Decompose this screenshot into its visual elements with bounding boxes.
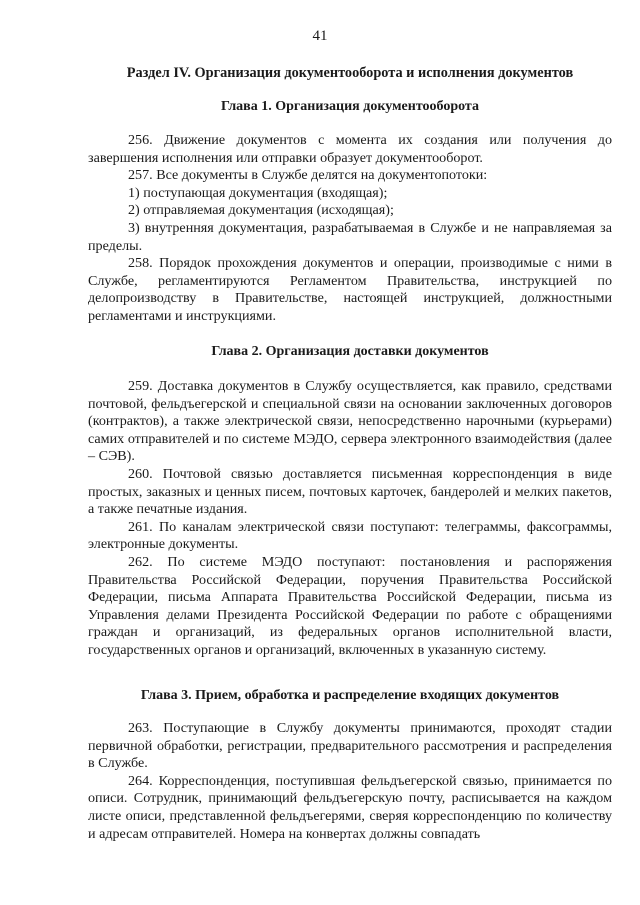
chapter-body	[88, 132, 612, 326]
paragraph: 257. Все документы в Службе делятся на документопотоки:	[128, 167, 488, 184]
list-item: 2) отправляемая документация (исходящая);	[128, 202, 394, 219]
chapter-body	[88, 720, 612, 843]
chapter-title: Глава 2. Организация доставки документов	[211, 344, 489, 359]
paragraph: 256. Движение документов с момента их создания или получения до завершения исполнения или отправки образует документооборот.	[88, 132, 612, 166]
paragraph: 260. Почтовой связью доставляется письменная корреспонденция в виде простых, заказных и ценных писем, почтовых карточек, бандеролей и мелких пакетов, а также печатные издания.	[88, 465, 612, 518]
paragraph: 262. По системе МЭДО поступают: постановления и распоряжения Правительства Российской Федерации, поручения Правительства Российской Федерации, письма Аппарата Правительства Российской Федерации, письма из Управления делами Президента Российской Федерации по работе с обращениями граждан и организаций, из федеральных органов исполнительной власти, государственных органов и организаций, включенных в указанную систему.	[88, 553, 612, 658]
list-item: 1) поступающая документация (входящая);	[128, 184, 388, 201]
list-item: 3) внутренняя документация, разрабатываемая в Службе и не направляемая за пределы.	[88, 219, 612, 254]
chapter-title: Глава 3. Прием, обработка и распределение входящих документов	[140, 688, 560, 703]
paragraph: 258. Порядок прохождения документов и операции, производимые с ними в Службе, регламентируются Регламентом Правительства, инструкцией по делопроизводству в Правительстве, настоящей инструкцией, должностными регламентами и инструкциями.	[88, 255, 612, 324]
paragraph: 264. Корреспонденция, поступившая фельдъегерской связью, принимается по описи. Сотрудник, принимающий фельдъегерскую почту, расписывается на каждом листе описи, представленной фельдъегерями, сверяя корреспонденцию по количеству и адресам отправителей. Номера на конвертах должны совпадать	[88, 772, 612, 842]
section-title: Раздел IV. Организация документооборота и исполнения документов	[126, 65, 574, 81]
paragraph: 259. Доставка документов в Службу осуществляется, как правило, средствами почтовой, фельдъегерской и специальной связи на основании заключенных договоров (контрактов), а также электрической связи, непосредственно нарочными (курьерами) самих отправителей и по системе МЭДО, сервера электронного взаимодействия (далее – СЭВ).	[88, 378, 612, 465]
page-number: 41	[312, 28, 328, 44]
paragraph: 263. Поступающие в Службу документы принимаются, проходят стадии первичной обработки, регистрации, предварительного рассмотрения и распределения в Службе.	[88, 720, 612, 772]
paragraph: 261. По каналам электрической связи поступают: телеграммы, факсограммы, электронные документы.	[88, 518, 612, 553]
chapter-body	[88, 378, 612, 660]
chapter-title: Глава 1. Организация документооборота	[221, 99, 479, 114]
